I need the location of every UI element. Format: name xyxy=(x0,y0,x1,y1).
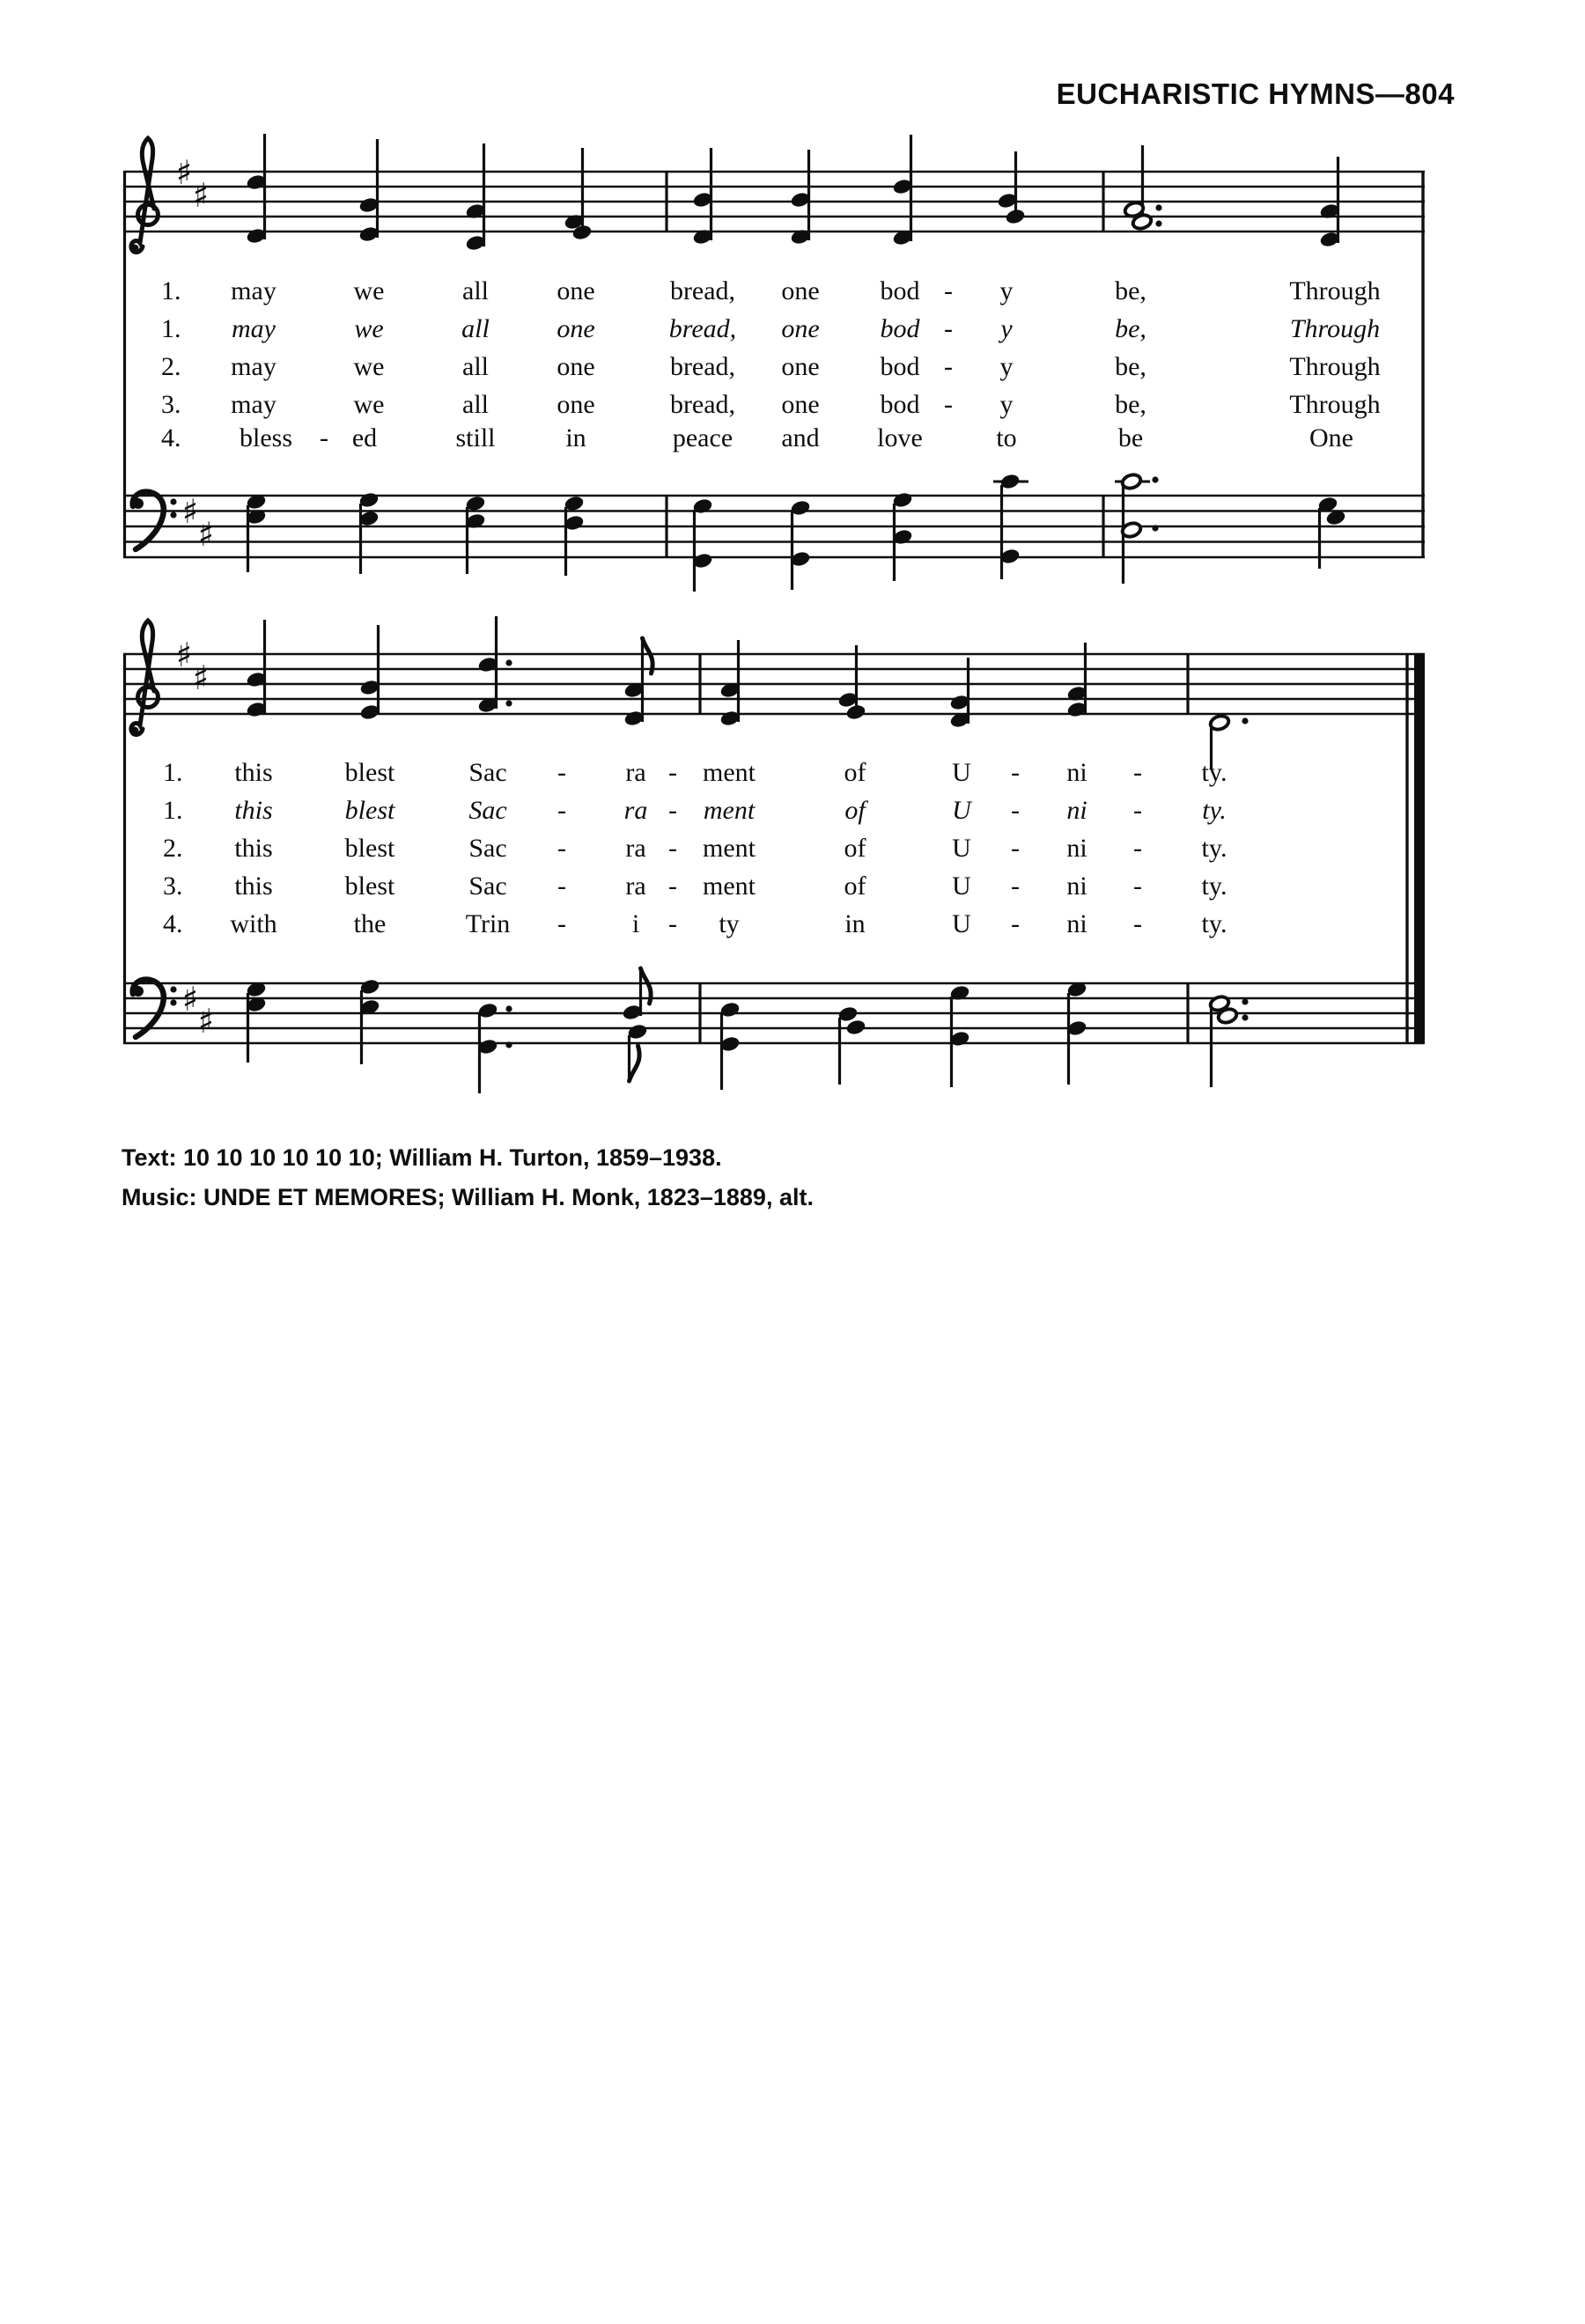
lyric-syllable: may xyxy=(231,276,276,305)
augmentation-dot xyxy=(505,659,512,666)
lyric-syllable: we xyxy=(353,352,385,381)
lyric-syllable: we xyxy=(353,276,385,305)
footer-text-credit: Text: 10 10 10 10 10 10; William H. Turton, 1859–1938. xyxy=(122,1144,722,1171)
lyric-syllable: Sac xyxy=(468,872,507,901)
syllable-hyphen: - xyxy=(1011,758,1020,787)
lyric-syllable: ra xyxy=(625,872,646,901)
quarter-notehead xyxy=(1005,208,1026,225)
lyric-syllable: ni xyxy=(1066,872,1087,901)
lyric-syllable: be, xyxy=(1115,352,1146,381)
note-column xyxy=(477,1002,512,1093)
lyric-syllable: this xyxy=(234,834,273,863)
footer-music-credit: Music: UNDE ET MEMORES; William H. Monk, 1823–1889, alt. xyxy=(122,1184,814,1210)
verse-number: 3. xyxy=(163,872,183,901)
syllable-hyphen: - xyxy=(557,758,566,787)
lyric-syllable: one xyxy=(781,352,820,381)
lyric-syllable: bod xyxy=(880,390,920,419)
quarter-notehead xyxy=(845,1019,866,1036)
verse-number: 1. xyxy=(163,796,183,825)
treble-clef-icon xyxy=(131,138,158,253)
verse-number: 1. xyxy=(163,758,183,787)
lyric-line-sys1-v1 xyxy=(0,314,1585,349)
augmentation-dot xyxy=(1155,220,1161,226)
syllable-hyphen: - xyxy=(668,834,677,863)
note-column xyxy=(997,151,1026,225)
lyric-syllable: y xyxy=(999,352,1014,381)
sharp-icon: ♯ xyxy=(197,1002,215,1041)
lyric-syllable: be, xyxy=(1115,276,1146,305)
lyric-syllable: ment xyxy=(703,796,756,825)
syllable-hyphen: - xyxy=(668,796,677,825)
augmentation-dot xyxy=(1242,717,1248,724)
lyric-syllable: ni xyxy=(1066,834,1087,863)
lyric-line-sys1-v2 xyxy=(0,352,1585,387)
lyric-syllable: U xyxy=(952,796,971,825)
system-2-treble-staff xyxy=(123,616,1425,769)
syllable-hyphen: - xyxy=(557,872,566,901)
note-column xyxy=(1115,473,1159,584)
augmentation-dot xyxy=(505,1005,512,1011)
bass-clef-icon xyxy=(133,492,177,549)
augmentation-dot xyxy=(1152,476,1158,482)
syllable-hyphen: - xyxy=(668,758,677,787)
lyric-syllable: bread, xyxy=(669,390,736,419)
lyric-syllable: ty. xyxy=(1201,872,1227,901)
syllable-hyphen: - xyxy=(668,872,677,901)
note-column xyxy=(359,625,380,721)
lyric-syllable: one xyxy=(557,314,595,343)
lyric-syllable: one xyxy=(557,352,595,381)
sharp-icon: ♯ xyxy=(175,153,193,192)
lyric-syllable: bod xyxy=(880,352,920,381)
lyric-syllable: blest xyxy=(344,796,395,825)
note-column xyxy=(627,1023,648,1081)
lyric-syllable: U xyxy=(952,909,971,938)
lyric-syllable: Through xyxy=(1289,390,1381,419)
note-column xyxy=(564,495,585,576)
sharp-icon: ♯ xyxy=(192,658,210,697)
lyric-syllable: we xyxy=(353,390,385,419)
lyric-syllable: to xyxy=(996,423,1017,452)
lyric-syllable: in xyxy=(565,423,586,452)
lyric-syllable: ty. xyxy=(1201,834,1227,863)
system-1-treble-staff xyxy=(123,134,1425,253)
lyric-syllable: Trin xyxy=(465,909,511,938)
lyric-syllable: still xyxy=(455,423,496,452)
lyric-syllable: ra xyxy=(625,758,646,787)
syllable-hyphen: - xyxy=(1011,834,1020,863)
syllable-hyphen: - xyxy=(1011,909,1020,938)
lyric-syllable: bread, xyxy=(668,314,737,343)
augmentation-dot xyxy=(1242,998,1248,1004)
syllable-hyphen: - xyxy=(944,390,953,419)
lyric-syllable: ed xyxy=(351,423,378,452)
augmentation-dot xyxy=(505,700,512,706)
sharp-icon: ♯ xyxy=(197,515,215,554)
lyric-line-sys1-v3 xyxy=(0,390,1585,425)
note-column xyxy=(892,135,913,246)
syllable-hyphen: - xyxy=(1133,909,1142,938)
lyric-syllable: of xyxy=(844,796,866,825)
note-column xyxy=(358,139,380,243)
lyric-syllable: be xyxy=(1117,423,1144,452)
syllable-hyphen: - xyxy=(557,796,566,825)
lyric-syllable: this xyxy=(234,872,273,901)
verse-number: 2. xyxy=(161,352,181,381)
lyric-syllable: may xyxy=(232,314,276,343)
lyric-syllable: blest xyxy=(344,834,395,863)
half-notehead xyxy=(1121,473,1142,490)
syllable-hyphen: - xyxy=(1133,796,1142,825)
lyric-syllable: y xyxy=(999,390,1014,419)
lyric-syllable: Through xyxy=(1289,276,1381,305)
lyric-syllable: U xyxy=(952,834,971,863)
lyric-syllable: ni xyxy=(1066,909,1087,938)
lyric-syllable: ni xyxy=(1066,758,1087,787)
syllable-hyphen: - xyxy=(1011,872,1020,901)
lyric-syllable: bread, xyxy=(669,276,736,305)
lyric-syllable: bread, xyxy=(669,352,736,381)
syllable-hyphen: - xyxy=(320,423,328,452)
lyric-syllable: bless xyxy=(240,423,292,452)
note-column xyxy=(1124,145,1162,231)
note-column xyxy=(246,134,267,245)
lyric-syllable: ment xyxy=(703,834,756,863)
lyric-syllable: one xyxy=(781,314,820,343)
note-column xyxy=(465,143,486,252)
lyric-syllable: ty. xyxy=(1201,909,1227,938)
verse-number: 3. xyxy=(161,390,181,419)
syllable-hyphen: - xyxy=(1133,758,1142,787)
augmentation-dot xyxy=(505,1041,512,1048)
half-notehead xyxy=(1209,714,1230,732)
lyric-syllable: all xyxy=(462,352,489,381)
lyric-syllable: all xyxy=(461,314,490,343)
lyric-line-sys1-v1 xyxy=(0,276,1585,312)
system-2-bass-staff xyxy=(123,968,1425,1093)
page-title: EUCHARISTIC HYMNS—804 xyxy=(1056,77,1455,110)
lyric-syllable: ty xyxy=(719,909,740,938)
lyric-syllable: peace xyxy=(672,423,734,452)
syllable-hyphen: - xyxy=(944,276,953,305)
lyric-syllable: Through xyxy=(1289,352,1381,381)
syllable-hyphen: - xyxy=(557,834,566,863)
lyric-syllable: love xyxy=(877,423,923,452)
lyric-syllable: the xyxy=(353,909,387,938)
lyric-syllable: with xyxy=(230,909,277,938)
lyric-syllable: y xyxy=(1000,314,1013,343)
lyric-line-sys2-v3 xyxy=(0,872,1585,907)
note-column xyxy=(837,1005,866,1085)
lyric-syllable: Sac xyxy=(468,758,507,787)
lyric-line-sys2-v4 xyxy=(0,909,1585,945)
note-column xyxy=(1209,995,1249,1087)
note-column xyxy=(892,491,913,581)
verse-number: 1. xyxy=(161,276,181,305)
note-column xyxy=(1066,981,1087,1085)
syllable-hyphen: - xyxy=(1133,834,1142,863)
lyric-syllable: one xyxy=(557,390,595,419)
lyric-syllable: may xyxy=(231,390,276,419)
lyric-syllable: Sac xyxy=(468,796,507,825)
lyric-syllable: blest xyxy=(344,758,395,787)
lyric-syllable: of xyxy=(844,758,866,787)
syllable-hyphen: - xyxy=(944,314,953,343)
sharp-icon: ♯ xyxy=(181,492,199,531)
note-column xyxy=(246,981,267,1063)
augmentation-dot xyxy=(1152,525,1158,531)
lyric-syllable: U xyxy=(952,758,971,787)
lyric-syllable: this xyxy=(234,796,273,825)
syllable-hyphen: - xyxy=(944,352,953,381)
lyric-syllable: i xyxy=(631,909,640,938)
lyric-syllable: all xyxy=(462,276,489,305)
syllable-hyphen: - xyxy=(557,909,566,938)
lyric-syllable: of xyxy=(844,872,866,901)
sharp-icon: ♯ xyxy=(175,636,193,674)
lyric-syllable: bod xyxy=(880,314,920,343)
treble-clef-icon xyxy=(131,621,158,735)
lyric-syllable: U xyxy=(952,872,971,901)
lyric-syllable: ment xyxy=(703,872,756,901)
lyric-syllable: blest xyxy=(344,872,395,901)
lyric-syllable: ment xyxy=(703,758,756,787)
lyric-line-sys2-v2 xyxy=(0,834,1585,869)
verse-number: 2. xyxy=(163,834,183,863)
lyric-line-sys2-v1 xyxy=(0,758,1585,793)
note-column xyxy=(359,978,380,1064)
augmentation-dot xyxy=(1155,204,1161,210)
verse-number: 4. xyxy=(161,423,181,452)
lyric-line-sys2-v1 xyxy=(0,796,1585,831)
lyric-syllable: we xyxy=(354,314,384,343)
syllable-hyphen: - xyxy=(668,909,677,938)
lyric-syllable: one xyxy=(557,276,595,305)
note-column xyxy=(949,984,970,1087)
syllable-hyphen: - xyxy=(1133,872,1142,901)
lyric-syllable: and xyxy=(781,423,820,452)
note-column xyxy=(246,493,267,572)
sharp-icon: ♯ xyxy=(192,176,210,215)
lyric-syllable: one xyxy=(781,276,820,305)
lyric-syllable: ra xyxy=(625,834,646,863)
lyric-syllable: may xyxy=(231,352,276,381)
lyric-syllable: bod xyxy=(880,276,920,305)
lyric-syllable: ty. xyxy=(1202,796,1227,825)
verse-number: 4. xyxy=(163,909,183,938)
lyric-syllable: One xyxy=(1309,423,1353,452)
lyric-syllable: of xyxy=(844,834,866,863)
lyric-syllable: this xyxy=(234,758,273,787)
verse-number: 1. xyxy=(161,314,181,343)
lyric-syllable: be, xyxy=(1115,390,1146,419)
syllable-hyphen: - xyxy=(1011,796,1020,825)
lyric-syllable: Through xyxy=(1289,314,1381,343)
note-column xyxy=(564,148,593,241)
lyric-syllable: ty. xyxy=(1201,758,1227,787)
lyric-syllable: y xyxy=(999,276,1014,305)
note-column xyxy=(358,491,380,574)
lyric-line-sys1-v4 xyxy=(0,423,1585,459)
lyric-syllable: in xyxy=(844,909,866,938)
augmentation-dot xyxy=(1242,1014,1248,1020)
lyric-syllable: ra xyxy=(623,796,648,825)
lyric-syllable: Sac xyxy=(468,834,507,863)
system-1-bass-staff xyxy=(123,473,1425,592)
lyric-syllable: all xyxy=(462,390,489,419)
note-column xyxy=(465,495,486,574)
lyric-syllable: ni xyxy=(1066,796,1087,825)
lyric-syllable: be, xyxy=(1115,314,1146,343)
note-column xyxy=(790,499,811,590)
sharp-icon: ♯ xyxy=(181,980,199,1019)
footer xyxy=(122,1138,814,1217)
lyric-syllable: one xyxy=(781,390,820,419)
